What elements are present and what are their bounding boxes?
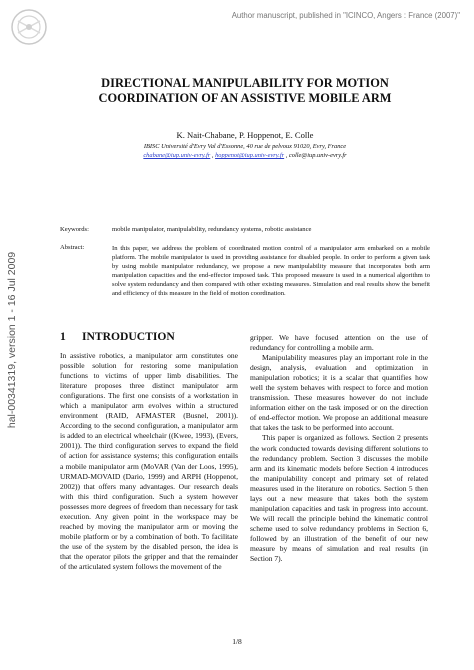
section-title: INTRODUCTION [82, 330, 175, 343]
hal-id-text: hal-00341319, version 1 - 16 Jul 2009 [6, 251, 18, 429]
keywords-text: mobile manipulator, manipulability, redundancy systems, robotic assistance [112, 226, 312, 233]
left-paragraph-1: In assistive robotics, a manipulator arm constitutes one possible solution for restoring some manipulation functions to victims of upper limb disabilities. The literature proposes three distinct manipulator arm configurations. The first one consists of a workstation in which a manipulator arm evolves within a structured environment (RAID, AFMASTER (Busnel, 2001)). According to the second configuration, a manipulator arm is added to an electrical wheelchair ((Kwee, 1993), (Evers, 2001)). The third configuration serves to expand the field of action for assistance systems; this configuration entails a mobile manipulator arm (MoVAR (Van der Loos, 1995), URMAD-MOVAID (Dario, 1999) and ARPH (Hoppenot, 2002)) that offers many advantages. Our research deals with this third configuration. Such a system however possesses more degrees of freedom than necessary for task execution. Any given point in the workspace may be reached by moving the manipulator arm or moving the mobile platform or by a combination of both. To facilitate the use of the system by the disabled person, the idea is that the operator pilots the gripper and that the remainder of the articulated system follows the movement of the [60, 351, 238, 571]
right-column [250, 333, 428, 564]
hal-sidebar-identifier [3, 251, 21, 429]
paper-title [60, 76, 430, 106]
hal-logo-icon [10, 8, 48, 46]
email-colle: , colle@iup.univ-evry.fr [284, 152, 347, 159]
section-number: 1 [60, 330, 66, 343]
email-link-hoppenot[interactable]: hoppenot@iup.univ-evry.fr [215, 152, 285, 159]
author-emails [60, 152, 430, 160]
right-paragraph-2: Manipulability measures play an important role in the design, analysis, evaluation and optimization in manipulation robotics; it is a scalar that quantifies how well the system behaves with respect to force and motion transmission. These measures however do not include information either on the task imposed or on the direction of end-effector motion. We propose an additional measure that takes the task to be performed into account. [250, 353, 428, 433]
title-line-2: COORDINATION OF AN ASSISTIVE MOBILE ARM [98, 91, 392, 105]
page-number: 1/8 [232, 637, 242, 646]
abstract-label: Abstract: [60, 244, 85, 251]
right-paragraph-3: This paper is organized as follows. Section 2 presents the work conducted towards devising different solutions to the redundancy problem. Section 3 discusses the mobile arm and its kinematic models before Section 4 introduces the manipulability concept and primary set of related measures used in the literature on robotics. Section 5 then lays out a new measure that takes both the system manipulation capacities and task in progress into account. We will recall the principle behind the kinematic control scheme used to solve redundancy problems in Section 6, followed by an illustration of the benefit of our new measure by means of simulation and real results (in Section 7). [250, 433, 428, 564]
manuscript-header-note: Author manuscript, published in "ICINCO, Angers : France (2007)" [231, 11, 460, 20]
email-link-chabane[interactable]: chabane@iup.univ-evry.fr [143, 152, 211, 159]
section-heading-introduction [60, 330, 175, 343]
abstract-text: In this paper, we address the problem of coordinated motion control of a manipulator arm embarked on a mobile platform. The mobile manipulator is used in providing assistance for disabled people. In order to perform a given task by using mobile manipulator redundancy, we propose a new manipulability measure that incorporates both arm manipulation capacities and the end-effector imposed task. This proposed measure is used in a numerical algorithm to solve system redundancy and then compared with other existing measures. Simulation and real results show the benefit and efficiency of this measure in the field of motion coordination. [112, 245, 430, 298]
email-separator: , [210, 152, 216, 159]
title-line-1: DIRECTIONAL MANIPULABILITY FOR MOTION [101, 76, 389, 90]
paper-authors: K. Nait-Chabane, P. Hoppenot, E. Colle [176, 130, 314, 140]
right-paragraph-1: gripper. We have focused attention on the use of redundancy for controlling a mobile arm. [250, 333, 428, 353]
keywords-label: Keywords: [60, 226, 89, 233]
left-column [60, 351, 238, 572]
author-affiliation: IBISC Université d'Evry Val d'Essonne, 40 rue de pelvoux 91020, Evry, France [143, 143, 347, 150]
